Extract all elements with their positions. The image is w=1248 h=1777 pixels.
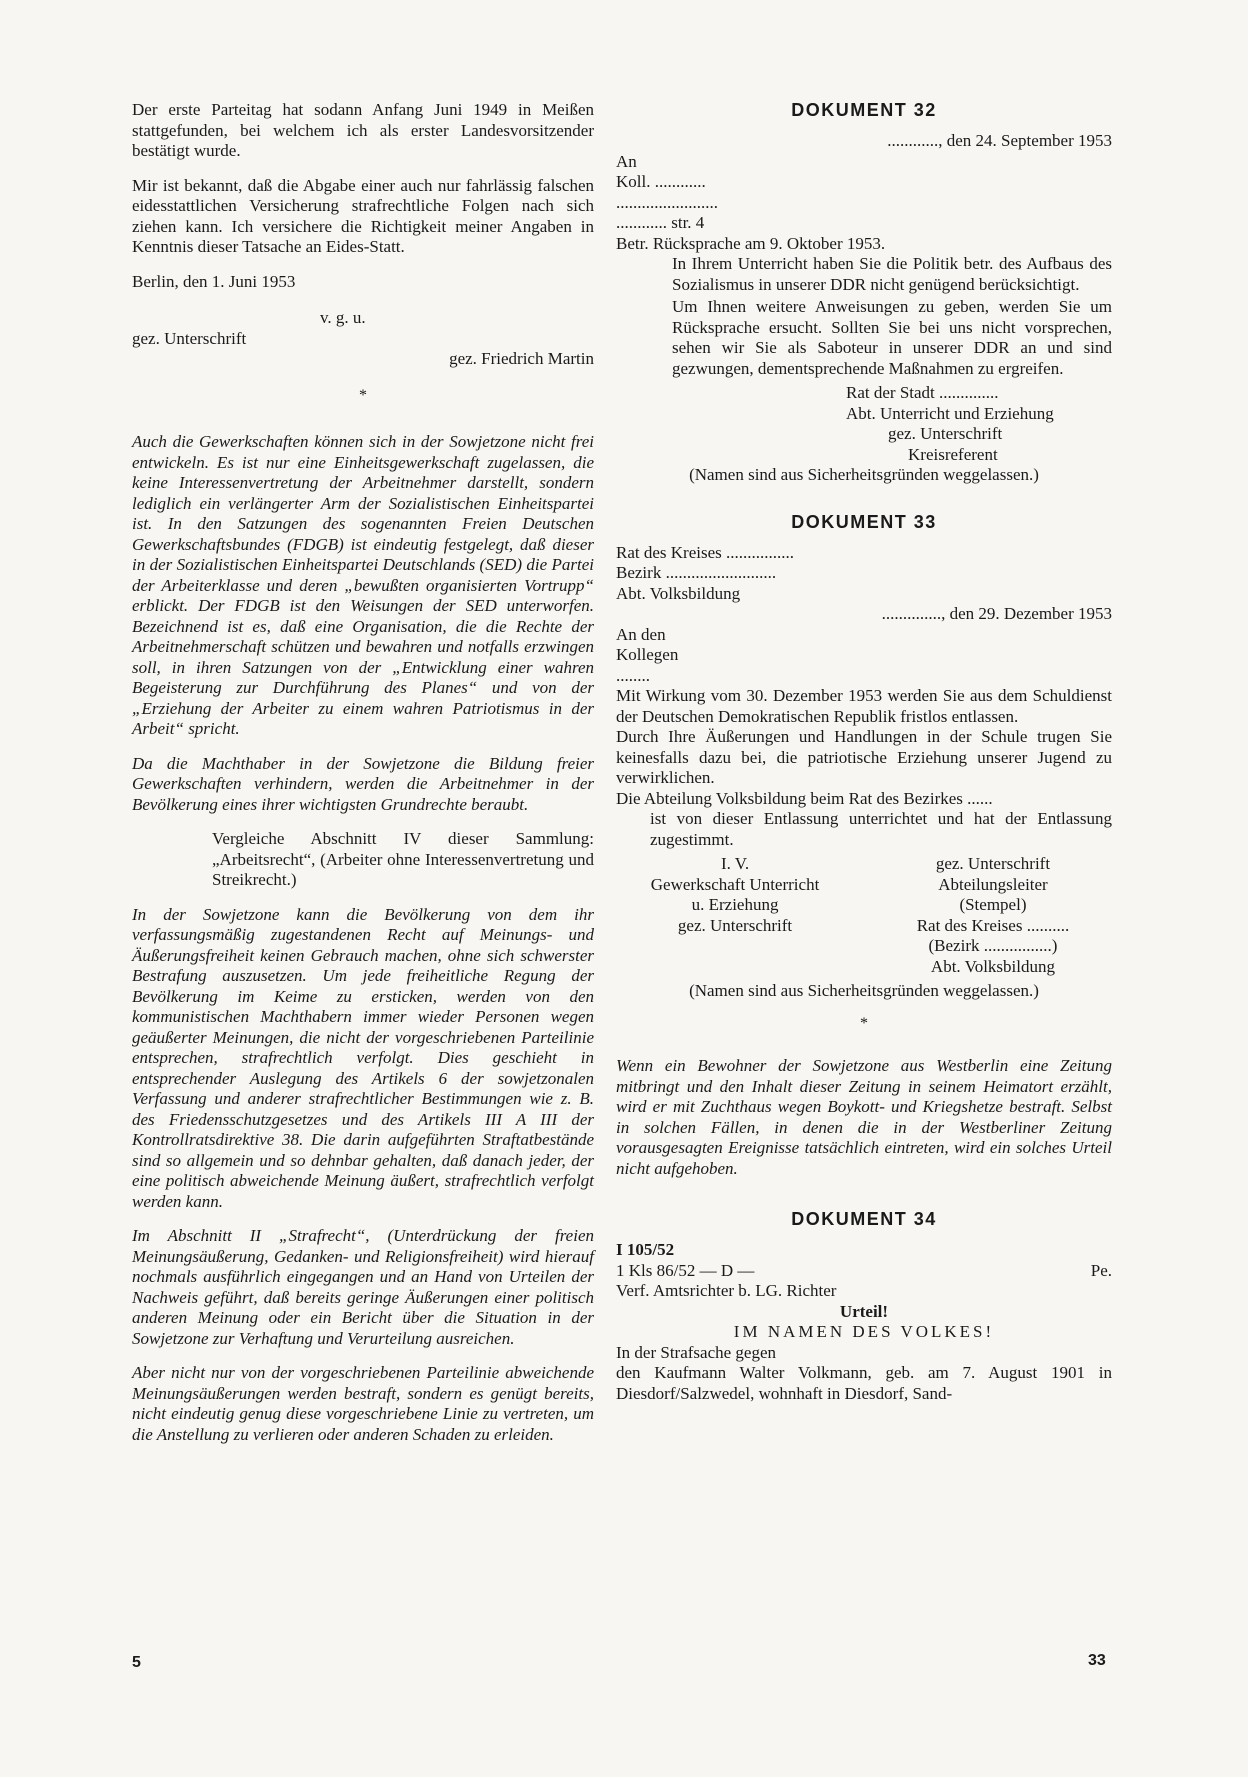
address-line: Kollegen xyxy=(616,645,679,664)
address-line: ........................ xyxy=(616,192,718,212)
paragraph: Mit Wirkung vom 30. Dezember 1953 werden Sie aus dem Schuldienst der Deutschen Demokratischen Republik fristlos entlassen. xyxy=(616,686,1112,726)
right-column xyxy=(616,100,1112,1404)
page-number-left: 5 xyxy=(132,1654,141,1671)
paragraph: In Ihrem Unterricht haben Sie die Politik betr. des Aufbaus des Sozialismus in unserer DDR nicht genügend berücksichtigt. xyxy=(672,254,1112,294)
judge-line: Verf. Amtsrichter b. LG. Richter xyxy=(616,1281,837,1300)
case-number: I 105/52 xyxy=(616,1240,675,1259)
verdict-heading: IM NAMEN DES VOLKES! xyxy=(733,1322,995,1341)
paragraph: Durch Ihre Äußerungen und Handlungen in der Schule trugen Sie keinesfalls dazu bei, die patriotische Erziehung unserer Jugend zu verwirklichen. xyxy=(616,727,1112,787)
paragraph: In der Sowjetzone kann die Bevölkerung von dem ihr verfassungsmäßig zugestandenen Recht auf Meinungs- und Äußerungsfreiheit keinen Gebrauch machen, ohne sich schwerster Bestrafung auszusetzen. Um jede freiheitliche Regung der Bevölkerung im Keime zu ersticken, werden von den kommunistischen Machthabern immer wieder Personen wegen geäußerter Meinungen, die nicht der vorgeschriebenen Parteilinie entsprechen, strafrechtlich verfolgt. Dies geschieht in entsprechender Auslegung des Artikels 6 der sowjetzonalen Verfassung und anderer strafrechtlicher Bestimmungen wie z. B. des Friedensschutzgesetzes und des Artikels III A III der Kontrollratsdirektive 38. Die darin aufgeführten Straftatbestände sind so allgemein und so dehnbar gehalten, daß danach jeder, der eine politisch abweichende Meinung äußert, strafrechtlich verfolgt werden kann. xyxy=(132,904,594,1211)
cross-reference: Vergleiche Abschnitt IV dieser Sammlung: „Arbeitsrecht“, (Arbeiter ohne Interessenvertretung und Streikrecht.) xyxy=(212,829,594,889)
address-line: Rat des Kreises ................ xyxy=(616,542,795,562)
subject-line: Betr. Rücksprache am 9. Oktober 1953. xyxy=(616,233,886,253)
paragraph: Der erste Parteitag hat sodann Anfang Juni 1949 in Meißen stattgefunden, bei welchem ich als erster Landesvorsitzender bestätigt wurde. xyxy=(132,100,594,160)
address-line: Koll. ............ xyxy=(616,172,706,191)
address-line: Bezirk .......................... xyxy=(616,563,777,582)
signature-line: gez. Friedrich Martin xyxy=(449,349,594,368)
paragraph: Wenn ein Bewohner der Sowjetzone aus Westberlin eine Zeitung mitbringt und den Inhalt dieser Zeitung in seinem Heimatort erzählt, wird er mit Zuchthaus wegen Boykott- und Kriegshetze bestraft. Selbst in solchen Fällen, in denen die in der Westberliner Zeitung vorausgesagten Ereignisse tatsächlich eintreten, wird ein solches Urteil nicht aufgehoben. xyxy=(616,1056,1112,1178)
left-column xyxy=(132,100,594,1445)
document-title: DOKUMENT 33 xyxy=(791,511,937,532)
signature-line: I. V. xyxy=(720,854,750,873)
signature-line: Kreisreferent xyxy=(908,444,998,464)
paragraph: Die Abteilung Volksbildung beim Rat des Bezirkes ...... xyxy=(616,788,993,808)
paragraph: Aber nicht nur von der vorgeschriebenen Parteilinie abweichende Meinungsäußerungen werden bestraft, sondern es genügt bereits, nicht eindeutig genug diese vorgeschriebene Linie zu vertreten, um die Anstellung zu verlieren oder anderen Schaden zu erleiden. xyxy=(132,1363,594,1444)
signature-line: Abteilungsleiter xyxy=(938,874,1048,894)
signature-line: gez. Unterschrift xyxy=(677,915,793,935)
paragraph: Um Ihnen weitere Anweisungen zu geben, werden Sie um Rücksprache ersucht. Sollten Sie bei uns nicht vorsprechen, sehen wir Sie als Saboteur in unserer DDR an und sind gezwungen, dementsprechende Maßnahmen zu ergreifen. xyxy=(672,297,1112,378)
paragraph: Im Abschnitt II „Strafrecht“, (Unterdrückung der freien Meinungsäußerung, Gedanken- und Religionsfreiheit) wird hierauf nochmals ausführlich eingegangen und an Hand von Urteilen der Nachweis geführt, daß bereits geringe Äußerungen einer politisch anderen Meinung oder ein Bericht über die Situation in der Sowjetzone zur Verhaftung und Verurteilung ausreichen. xyxy=(132,1226,594,1348)
signature-left xyxy=(616,854,854,977)
signature-line: Abt. Volksbildung xyxy=(930,956,1055,976)
separator-star: * xyxy=(860,1014,868,1032)
paragraph: Mir ist bekannt, daß die Abgabe einer auch nur fahrlässig falschen eidesstattlichen Versicherung strafrechtliche Folgen nach sich ziehen kann. Ich versichere die Richtigkeit meiner Angaben in Kenntnis dieser Tatsache an Eides-Statt. xyxy=(132,175,594,256)
paragraph: den Kaufmann Walter Volkmann, geb. am 7. August 1901 in Diesdorf/Salzwedel, wohnhaft in Diesdorf, Sand- xyxy=(616,1363,1112,1403)
case-initials: Pe. xyxy=(1090,1260,1112,1280)
address-line: An xyxy=(616,151,637,171)
signature-line: gez. Unterschrift xyxy=(935,854,1051,873)
signature-line: (Stempel) xyxy=(959,895,1027,914)
signature-line: gez. Unterschrift xyxy=(132,328,247,348)
paragraph: In der Strafsache gegen xyxy=(616,1342,777,1362)
signature-line: (Bezirk ................) xyxy=(928,936,1058,955)
case-row xyxy=(616,1261,1112,1282)
verdict-heading: Urteil! xyxy=(839,1301,889,1321)
address-line: ........ xyxy=(616,665,650,685)
signature-line: Rat des Kreises .......... xyxy=(916,915,1070,935)
signature-line: gez. Unterschrift xyxy=(888,424,1003,443)
address-line: Abt. Volksbildung xyxy=(616,583,741,603)
signature-line: u. Erziehung xyxy=(691,895,779,914)
paragraph: Auch die Gewerkschaften können sich in der Sowjetzone nicht frei entwickeln. Es ist nur eine Einheitsgewerkschaft zugelassen, die keine Interessenvertretung der Arbeitnehmer darstellt, sondern lediglich ein verlängerter Arm der Sozialistischen Einheitspartei ist. In den Satzungen des sogenannten Freien Deutschen Gewerkschaftsbundes (FDGB) ist eindeutig festgelegt, daß dieser in der Sozialistischen Einheitspartei Deutschlands (SED) die Partei der Arbeiterklasse und deren „bewußten organisierten Vortrupp“ erblickt. Der FDGB ist den Weisungen der SED unterworfen. Bezeichnend ist es, daß eine Organisation, die die Rechte der Arbeitnehmerschaft schützen und bewahren und notfalls erzwingen soll, in ihren Satzungen von der „Entwicklung einer wahren Begeisterung zur Durchführung des Planes“ und von der „Erziehung der Arbeiter zu einem wahren Patriotismus in der Arbeit“ spricht. xyxy=(132,432,594,738)
vgu-line: v. g. u. xyxy=(320,308,366,327)
address-line: An den xyxy=(616,624,666,644)
signature-right xyxy=(874,854,1112,977)
document-title: DOKUMENT 34 xyxy=(791,1209,937,1229)
note-line: (Namen sind aus Sicherheitsgründen weggelassen.) xyxy=(689,981,1039,1000)
paragraph: Da die Machthaber in der Sowjetzone die Bildung freier Gewerkschaften verhindern, werden die Arbeitnehmer in der Bevölkerung eines ihrer wichtigsten Grundrechte beraubt. xyxy=(132,753,594,814)
separator-star: * xyxy=(359,386,367,404)
date-line: .............., den 29. Dezember 1953 xyxy=(881,604,1112,623)
signature-line: Rat der Stadt .............. xyxy=(846,383,999,402)
note-line: (Namen sind aus Sicherheitsgründen weggelassen.) xyxy=(689,465,1039,484)
date-line: Berlin, den 1. Juni 1953 xyxy=(132,271,296,291)
case-number: 1 Kls 86/52 — D — xyxy=(616,1260,755,1280)
address-line: ............ str. 4 xyxy=(616,213,705,232)
signature-line: Abt. Unterricht und Erziehung xyxy=(846,403,1054,423)
signature-block xyxy=(616,854,1112,977)
page-number-right: 33 xyxy=(1088,1652,1106,1669)
date-line: ............, den 24. September 1953 xyxy=(887,131,1112,150)
signature-line: Gewerkschaft Unterricht xyxy=(650,874,820,894)
paragraph: ist von dieser Entlassung unterrichtet und hat der Entlassung zugestimmt. xyxy=(650,809,1112,849)
document-title: DOKUMENT 32 xyxy=(791,100,937,120)
